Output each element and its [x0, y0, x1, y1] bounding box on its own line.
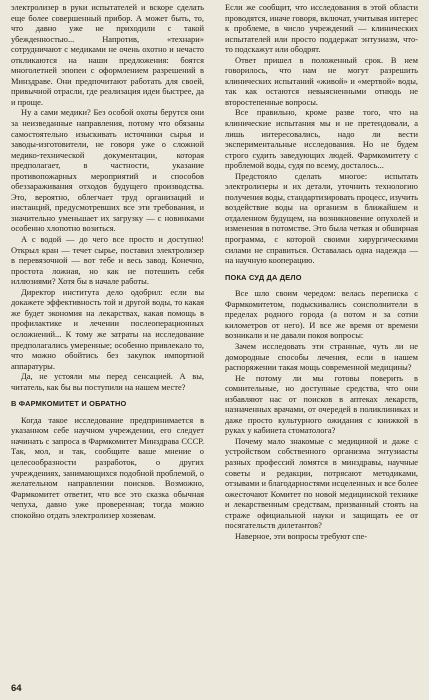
right-column — [225, 2, 418, 541]
paragraph: Да, не устояли мы перед сенсацией. А вы, читатель, как бы вы поступили на нашем месте? — [11, 371, 204, 392]
section-heading: В ФАРМКОМИТЕТ И ОБРАТНО — [11, 399, 127, 409]
paragraph: электролизер в руки испытателей и вскоре сделать еще более совершенный прибор. А может быть, то, что давно уже не приходили с такой убежденностью... Напротив, «технари» сотрудничают с медиками не очень охотно и нечасто откликаются на наши предложения: боятся многолетней эпопеи с оформлением разрешений в Минздраве. Они предпочитают работать для своей, привычной отрасли, где реализация идеи быстрее, да и проще. — [11, 2, 204, 107]
paragraph: Директор института дело одобрил: если вы докажете эффективность той и другой воды, то какая же будет экономия на лекарствах, какая помощь в профилактике и лечении послеоперационных осложнений... К тому же затраты на исследование предполагались умеренные; особенно привлекало то, что можно обойтись без закупок импортной аппаратуры. — [11, 286, 204, 371]
paragraph: Если же сообщит, что исследования в этой области проводятся, иначе говоря, включат, учитывая интерес к проблеме, в число учреждений — клинических испытателей или просто поддержат энтузиазм, что-то подскажут или ободрят. — [225, 2, 418, 55]
paragraph: А с водой — до чего все просто и доступно! Открыл кран — течет сырье, поставил электролизер в перевязочной — вот тебе и весь завод. Конечно, простота ложная, но как не потешить себя иллюзиями? Хотя бы в начале работы. — [11, 234, 204, 287]
paragraph: Ну а сами медики? Без особой охоты берутся они за неизведанные направления, потому что обязаны самостоятельно изыскивать источники сырья и заводы-изготовители, не говоря уже о сложной медико-технической документации, которая предполагает, в частности, указание противопожарных мероприятий и способов обеззараживания отходов будущего производства. Это, вероятно, облегчает труд организаций и инстанций, предусмотревших все эти требования, и значительно уменьшает их загрузку — с новинками особенно хлопотно возиться. — [11, 107, 204, 234]
paragraph: Не потому ли мы готовы поверить в сомнительные, но доступные средства, что они избавляют нас от поисков в аптеках лекарств, назначенных врачами, от очередей в поликлиниках и даже просто культурного ожидания с книжкой в руках у кабинета стоматолога? — [225, 372, 418, 436]
paragraph: Когда такое исследование предпринимается в указанном себе научном учреждении, его следует начинать с запроса в Фармкомитет Минздрава СССР. Так, мол, и так, сообщите ваше мнение о целесообразности разработок, о других учреждениях, занимающихся подобной проблемой, о желательном направлении поисков. Возможно, Фармкомитет ответит, что все это сказка обычная чепуха, давно уже проверенная; тогда можно спокойно отдать электролизер хозяевам. — [11, 414, 204, 520]
paragraph: Все правильно, кроме разве того, что на клинические испытания мы и не претендовали, а лишь интересовались, надо ли вести экспериментальные исследования. Но не будем строго судить заведующих людей. Фармкомитету с проблемой воды, судя по всему, досталось... — [225, 107, 418, 171]
left-column — [11, 2, 204, 520]
paragraph: Зачем исследовать эти странные, чуть ли не домородные способы лечения, если в нашем распоряжении такая мощь современной медицины? — [225, 340, 418, 373]
paragraph: Наверное, эти вопросы требуют спе- — [235, 530, 368, 541]
paragraph: Почему мало знакомые с медициной и даже с устройством собственного организма энтузиасты разных профессий ломятся в минздравы, научные советы и редакции, потрясают методиками, отзывами и благодарностями исцеленных и все более ожесточают Комитет по новой медицинской технике и лекарственным средствам, призванный стоять на страже официальной науки и защищать ее от посягательств дилетантов? — [225, 435, 418, 531]
paragraph: Все шло своим чередом: велась переписка с Фармкомитетом, подыскивались соисполнители в пределах родного города (а потом и за сотни километров от него). И все же время от времени возникали и не давали покоя вопросы: — [225, 288, 418, 341]
section-heading: ПОКА СУД ДА ДЕЛО — [225, 272, 302, 282]
paragraph: Ответ пришел в положенный срок. В нем говорилось, что нам не могут разрешить клинических испытаний «живой» и «мертвой» воды, так как остаются невыясненными отнюдь не второстепенные вопросы. — [225, 54, 418, 107]
page-number: 64 — [11, 683, 22, 694]
paragraph: Предстояло сделать многое: испытать электролизеры и их детали, уточнить технологию получения воды, стандартизировать процесс, изучить воздействие воды на организм в ближайшем и отдаленном будущем, на возникновение опухолей и изменения в потомстве. Это была четкая и обширная программа, с которой своими хирургическими силами не справиться. Оставалась одна надежда — на научную кооперацию. — [225, 170, 418, 266]
